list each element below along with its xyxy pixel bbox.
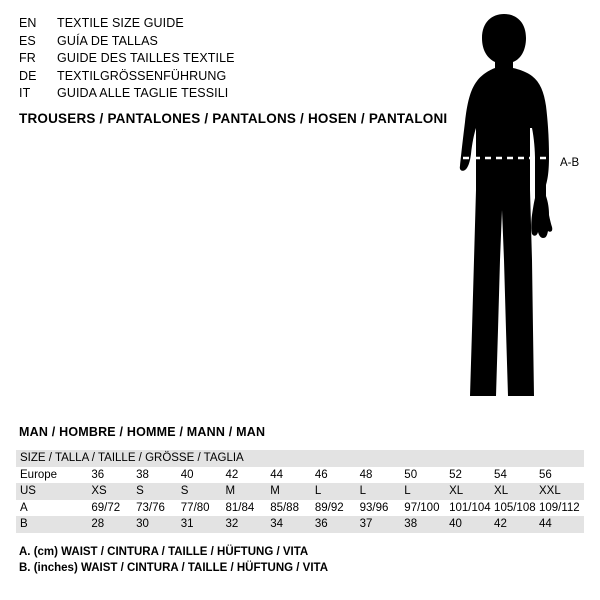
cell: XL [449, 485, 464, 498]
language-title: GUÍA DE TALLAS [57, 33, 158, 48]
cell: 77/80 [180, 501, 210, 514]
size-table [16, 450, 584, 533]
language-title: TEXTILE SIZE GUIDE [57, 16, 184, 30]
cell: 54 [494, 468, 507, 481]
cell: XS [91, 485, 107, 498]
cell: 85/88 [270, 501, 299, 514]
cell: XL [494, 485, 509, 498]
language-code: IT [19, 86, 31, 100]
language-code: EN [19, 16, 37, 30]
language-title: GUIDA ALLE TAGLIE TESSILI [57, 86, 229, 100]
language-list [19, 16, 369, 104]
cell: M [225, 485, 236, 498]
language-title: TEXTILGRÖSSENFÜHRUNG [57, 68, 227, 83]
cell: 40 [449, 518, 462, 531]
language-title: GUIDE DES TAILLES TEXTILE [57, 51, 235, 65]
table-header-row [16, 450, 584, 467]
cell: 105/108 [494, 501, 536, 514]
cell: 97/100 [404, 501, 440, 514]
table-header-label: SIZE / TALLA / TAILLE / GRÖSSE / TAGLIA [20, 452, 244, 465]
cell: S [136, 485, 144, 498]
cell: L [404, 485, 411, 498]
cell: M [270, 485, 280, 498]
cell: 93/96 [359, 501, 389, 514]
cell: S [180, 485, 189, 498]
footnotes [19, 545, 328, 576]
row-label: Europe [20, 468, 58, 481]
man-silhouette-icon [420, 10, 590, 410]
cell: XXL [538, 485, 561, 498]
language-row [19, 69, 369, 87]
table-row [16, 500, 584, 517]
cell: 36 [314, 518, 328, 531]
cell: 38 [404, 518, 418, 531]
cell: 44 [538, 518, 552, 531]
cell: 46 [314, 468, 328, 481]
row-label: A [20, 501, 28, 514]
cell: 69/72 [91, 501, 121, 514]
language-row [19, 34, 369, 52]
table-row [16, 467, 584, 484]
language-row [19, 51, 369, 69]
cell: 73/76 [136, 501, 165, 514]
cell: 50 [404, 468, 418, 481]
measurement-label-ab: A-B [560, 157, 580, 169]
cell: 48 [359, 468, 373, 481]
cell: 101/104 [449, 501, 491, 514]
cell: 42 [225, 468, 239, 481]
cell: 40 [180, 468, 194, 481]
cell: 38 [136, 468, 149, 481]
cell: 36 [91, 468, 105, 481]
language-code: ES [19, 33, 36, 48]
footnote-b: B. (inches) WAIST / CINTURA / TAILLE / HÜFTUNG / VITA [19, 561, 329, 574]
cell: 28 [91, 518, 105, 531]
cell: 42 [494, 518, 507, 531]
cell: 37 [359, 518, 373, 531]
cell: 31 [180, 518, 194, 531]
language-row [19, 86, 369, 104]
table-title: MAN / HOMBRE / HOMME / MANN / MAN [19, 425, 266, 439]
table-row [16, 483, 584, 500]
language-row [19, 16, 369, 34]
language-code: FR [19, 51, 36, 65]
cell: 81/84 [225, 501, 255, 514]
cell: 56 [538, 468, 552, 481]
cell: 44 [270, 468, 283, 481]
cell: 89/92 [314, 501, 344, 514]
row-label: B [20, 518, 28, 531]
page-title: TROUSERS / PANTALONES / PANTALONS / HOSEN / PANTALONI [19, 111, 448, 126]
language-code: DE [19, 68, 37, 83]
cell: L [359, 485, 366, 498]
cell: 32 [225, 518, 239, 531]
cell: 30 [136, 518, 149, 531]
cell: 109/112 [538, 501, 580, 514]
footnote-a: A. (cm) WAIST / CINTURA / TAILLE / HÜFTUNG / VITA [19, 546, 309, 558]
table-row [16, 516, 584, 533]
cell: 52 [449, 468, 462, 481]
trousers-silhouette-figure [420, 10, 590, 410]
row-label: US [20, 485, 36, 498]
cell: L [314, 485, 322, 498]
cell: 34 [270, 518, 283, 531]
